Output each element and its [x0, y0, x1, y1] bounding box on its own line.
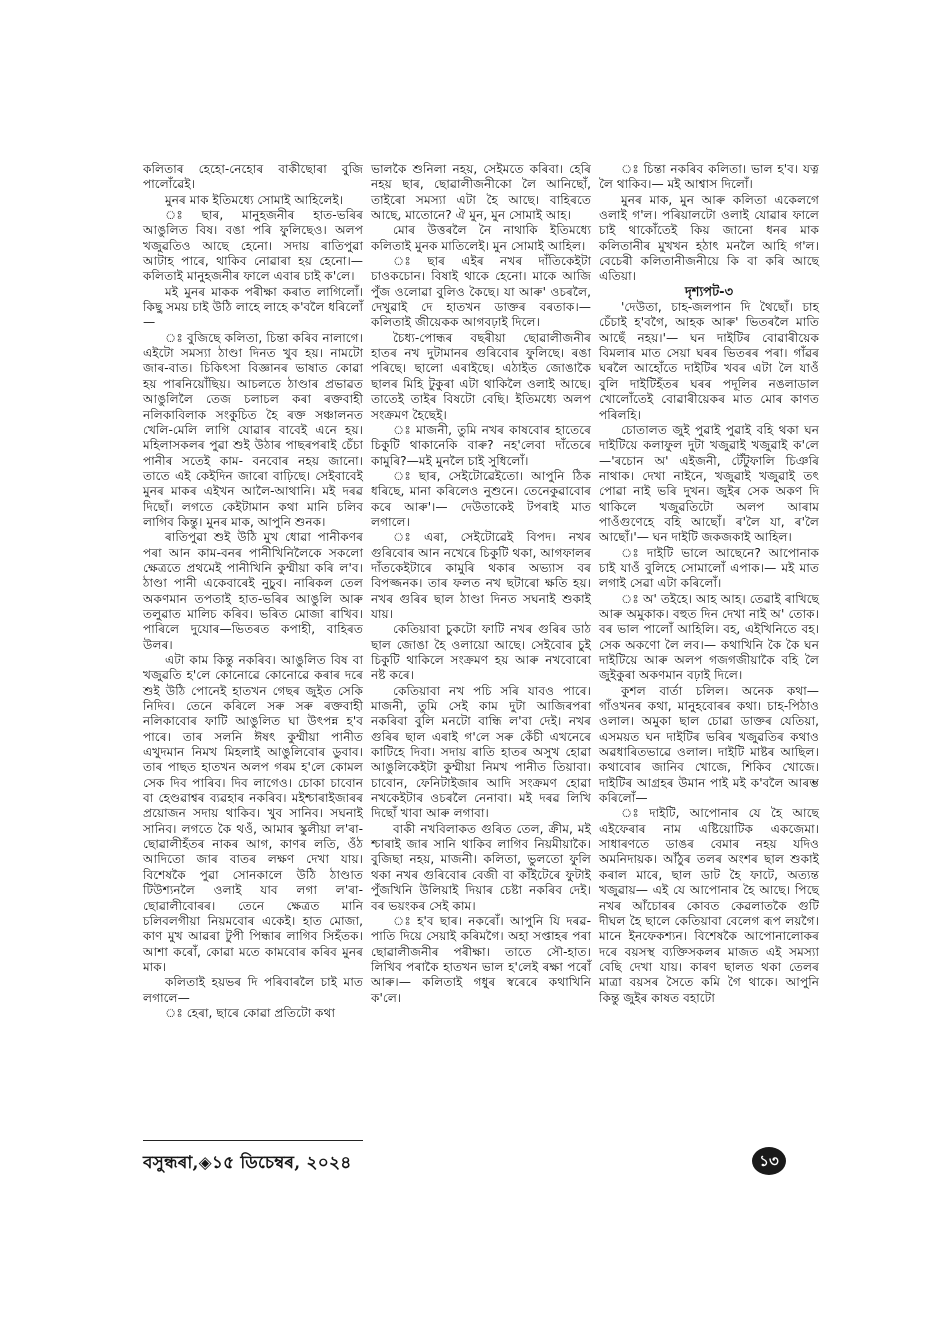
paragraph: ঃ বুজিছে কলিতা, চিন্তা কৰিব নালাগে। এইটো সমস্যা ঠাণ্ডা দিনত খুব হয়। নামটো জাৰ-বাত। চিকিৎসা বিজ্ঞানৰ ভাষাত কোৱা হয় পাৰনিয়োঁছিয়। আচলতে ঠাণ্ডাৰ প্ৰভাৱত আঙুলিলৈ তেজ চলাচল কৰা ৰক্তবাহী নলিকাবিলাক সংকুচিত হৈ ৰক্ত সঞ্চালনত খেলি-মেলি লাগি যোৱাৰ বাবেই এনে হয়। মহিলাসকলৰ পুৱা শুই উঠাৰ পাছৰপৰাই চেঁচা পানীৰ সতেই কাম- বনবোৰ নহয় জানো। তাতে এই কেইদিন জাৰো বাঢ়িছে। সেইবাবেই মুনৰ মাকৰ এইখন আলৈ-আথানি। মই দৰৱ দিছোঁ। লগতে কেইটামান কথা মানি চলিব লাগিব কিন্তু। মুনৰ মাক, আপুনি শুনক।	[143, 330, 363, 529]
footer-divider	[143, 1140, 363, 1141]
paragraph: কেতিয়াবা নখ পচি সৰি যাবও পাৰে। মাজনী, তুমি সেই কাম দুটা আজিৰপৰা নকৰিবা বুলি মনটো বান্ধি ল'বা দেই। নখৰ গুৰিৰ ছাল এৰাই গ'লে সৰু কেঁচী এখনেৰে কাটিহে দিবা। সদায় ৰাতি হাতৰ অসুখ হোৱা আঙুলিকেইটা কুম্মীয়া নিমখ পানীত তিয়াবা। চাবোন, ফেনিটাইজাৰ আদি সংক্ৰমণ হোৱা নখকেইটাৰ ওচৰলৈ নেনাবা। মই দৰৱ লিখি দিছোঁ খাবা আৰু লগাবা।	[371, 683, 591, 821]
paragraph: ঃ ছাৰ, মানুহজনীৰ হাত-ভৰিৰ আঙুলিত বিষ। বঙা পৰি ফুলিছেও। অলপ খজুৱতিও আছে হেনো। সদায় ৰাতিপুৱা আটাহ পাৰে, থাকিব নোৱাৰা হয় হেনো।— কলিতাই মানুহজনীৰ ফালে এবাৰ চাই ক'লে।	[143, 208, 363, 284]
text-column-left	[143, 162, 363, 1021]
paragraph: কলিতাই হয়ভৰ দি পৰিবাৰলৈ চাই মাত লগালে—	[143, 975, 363, 1005]
paragraph: চৈধ্য-পোন্ধৰ বছৰীয়া ছোৱালীজনীৰ হাতৰ নখ দুটামানৰ গুৰিবোৰ ফুলিছে। ৰঙা পৰিছে। ছালো এৰাইছে। এঠাইত জোঙাকৈ ছালৰ মিহি টুকুৰা এটা থাকিলৈ ওলাই আছে। তাতেই তাইৰ বিষটো বেছি। ইতিমধ্যে অলপ সংক্ৰমণ হৈছেই।	[371, 330, 591, 422]
paragraph: ৰাতিপুৱা শুই উঠি মুখ ধোৱা পানীকণৰ পৰা আন কাম-বনৰ পানীখিনিলৈকে সকলো ক্ষেত্ৰতে প্ৰথমেই পানীখিনি কুম্মীয়া কৰি ল'ব। ঠাণ্ডা পানী একেবাৰেই নুচুব। নাৰিকল তেল অকণমান তপতাই হাত-ভৰিৰ আঙুলি আৰু তলুৱাত মালিচ কৰিব। ভৰিত মোজা ৰাখিব। পাৰিলে দুযোৰ—ভিতৰত কপাহী, বাহিৰত উলৰ।	[143, 530, 363, 652]
paragraph: 'দেউতা, চাহ-জলপান দি থৈছোঁ। চাহ চেঁচাই হ'বগৈ, আহক আৰু' ভিতৰলৈ মাতি আছেঁ নহয়।'— ঘন দাইটিৰ বোৱাৰীয়েক বিমলাৰ মাত সেয়া ঘৰৰ ভিতৰৰ পৰা। গাঁৱৰ ঘৰলৈ আহোঁতে দাইটিৰ খবৰ এটা লৈ যাওঁ বুলি দাইটিহঁতৰ ঘৰৰ পদূলিৰ নঙলাডাল খোলোঁতেই বোৱাৰীয়েকৰ মাত মোৰ কাণত পৰিলহি।	[599, 300, 819, 422]
paragraph: ঃ হেৰা, ছাৰে কোৱা প্ৰতিটো কথা	[165, 1005, 336, 1020]
paragraph: মুনৰ মাক ইতিমধ্যে সোমাই আহিলেই।	[165, 192, 344, 207]
paragraph: ঃ দাইটি, আপোনাৰ যে হৈ আছে এইফেৰাৰ নাম এষ্টিয়োটিক একজেমা। সাধাৰণতে ডাঙৰ বেমাৰ নহয় যদিও অমনিদায়ক। আঁঠুৰ তলৰ অংশৰ ছাল শুকাই কৰাল মাৰে, ছাল ডাট হৈ ফাটে, অত্যন্ত খজুৱায়— এই যে আপোনাৰ হৈ আছে। পিছে নখৰ আঁচোৰৰ কোবত কেৱলাতকৈ গুটি দীঘল হৈ ছালে কেতিয়াবা বেলেগ ৰূপ লয়গৈ। মানে ইনফেকশ্যন। বিশেষকৈ আপোনালোকৰ দৰে বয়সস্থ ব্যক্তিসকলৰ মাজত এই সমস্যা বেছি দেখা যায়। কাৰণ ছালত থকা তেলৰ মাত্ৰা বয়সৰ সৈতে কমি গৈ থাকে। আপুনি কিন্তু জুইৰ কাষত বহাটো	[599, 806, 819, 1005]
paragraph: কুশল বাৰ্তা চলিল। অনেক কথা— গাঁওখনৰ কথা, মানুহবোৰৰ কথা। চাহ-পিঠাও ওলাল। অমুকা ছাল চোৱা ডাক্তৰ যেতিয়া, এসময়ত ঘন দাইটিৰ ভৰিৰ খজুৱতিৰ কথাও অৱধাৰিতভাৱে ওলাল। দাইটি মাষ্টৰ আছিল। কথাবোৰ জানিব খোজে, শিকিব খোজে। দাইটিৰ আগ্ৰহৰ উমান পাই মই ক'বলৈ আৰম্ভ কৰিলোঁ—	[599, 683, 819, 806]
paragraph: ঃ এৰা, সেইটোৱেই বিপদ। নখৰ গুৰিবোৰ আন নখেৰে চিকুটি থকা, আগফালৰ দাঁতকেইটাৰে কামুৰি থকাৰ অভ্যাস বৰ বিপজ্জনক। তাৰ ফলত নখ ছটাৰো ক্ষতি হয়। নখৰ গুৰিৰ ছাল ঠাণ্ডা দিনত সঘনাই শুকাই যায়।	[371, 530, 591, 621]
paragraph: ঃ মাজনী, তুমি নখৰ কাষবোৰ হাতেৰে চিকুটি থাকানেকি বাৰু? নহ'লেবা দাঁতেৰে কামুৰি?—মই মুনলৈ চাই সুধিলোঁ।	[371, 422, 591, 468]
paragraph: বাকী নখবিলাকত গুৰিত তেল, ক্ৰীম, মই শ্চাৰাই জাৰ সানি থাকিব লাগিব নিয়মীয়াকৈ। বুজিছা নহয়, মাজনী। কলিতা, ভুলতো ফুলি থকা নখৰ গুৰিবোৰ বেজী বা কাঁইটেৰে ফুটাই পুঁজখিনি উলিয়াই দিয়াৰ চেষ্টা নকৰিব দেই। বৰ ভয়ংকৰ সেই কাম।	[371, 821, 591, 913]
text-column-middle	[371, 162, 591, 1006]
paragraph: মই মুনৰ মাকক পৰীক্ষা কৰাত লাগিলোঁ। কিছু সময় চাই উঠি লাহে লাহে ক'বলৈ ধৰিলোঁ—	[143, 284, 363, 330]
paragraph: ঃ ছাৰ, সেইটোৱেইতো। আপুনি ঠিক ধৰিছে, মানা কৰিলেও নুশুনে। তেনেকুৱাবোৰ কৰে আৰু'।— দেউতাকেই টপৰাই মাত লগালে।	[371, 468, 591, 529]
footer-magazine-date: বসুন্ধৰা,◈১৫ ডিচেম্বৰ, ২০২৪	[143, 1153, 352, 1173]
text-column-right	[599, 162, 819, 1006]
paragraph: কলিতাৰ হেহো-নেহোৰ বাকীছোৰা বুজি পালোঁৱেই।	[143, 162, 363, 192]
paragraph: চোতালত জুই পুৱাই পুৱাই বহি থকা ঘন দাইটিয়ে কলাফুল দুটা খজুৱাই খজুৱাই ক'লে—'ৰচোন অ' এইজনী, টেঁটুফালি চিঞৰি নাথাক। দেখা নাইনে, খজুৱাই খজুৱাই তৎ পোৱা নাই ভৰি দুখন। জুইৰ সেক অকণ দি থাকিলে খজুৱতিটো অলপ আৰাম পাওঁগুণেহে বহি আছোঁ। ৰ'লৈ যা, ৰ'লৈ আছোঁ।'— ঘন দাইটি জকজকাই আহিল।	[599, 422, 819, 545]
paragraph: ঃ চিন্তা নকৰিব কলিতা। ভাল হ'ব। যত্ন লৈ থাকিব।— মই আশ্বাস দিলোঁ।	[599, 162, 819, 192]
page-number-badge: ১৩	[752, 1147, 786, 1175]
paragraph: ঃ ছাৰ এইৰ নখৰ দাঁতিকেইটা চাওকচোন। বিষাই থাকে হেনো। মাকে আজি পুঁজ ওলোৱা বুলিও কৈছে। যা আৰু' ওচৰলৈ, দেখুৱাই দে হাতখন ডাক্তৰ বৰতাক।— কলিতাই জীয়েকক আগবঢ়াই দিলে।	[371, 254, 591, 330]
paragraph: কেতিয়াবা চুকটো ফাটি নখৰ গুৰিৰ ডাঠ ছাল জোঙা হৈ ওলায়ো আছে। সেইবোৰ চুই চিকুটি থাকিলে সংক্ৰমণ হয় আৰু নখবোৰো নষ্ট কৰে।	[371, 622, 591, 683]
paragraph: ভালকৈ শুনিলা নহয়, সেইমতে কৰিবা। হেৰি নহয় ছাৰ, ছোৱালীজনীকো লৈ আনিছোঁ, তাইৰো সমস্যা এটা হৈ আছে। বাহিৰতে আছে, মাতোনে? ঐ মুন, মুন সোমাই আহ।	[371, 162, 591, 223]
paragraph: মুনৰ মাক, মুন আৰু কলিতা একেলগে ওলাই গ'ল। পৰিয়ালটো ওলাই যোৱাৰ ফালে চাই থাকোঁতেই কিয় জানো ধনৰ মাক কলিতানীৰ মুখখন হঠাৎ মনলৈ আহি গ'ল। বেচেৰী কলিতানীজনীয়ে কি বা কৰি আছে এতিয়া।	[599, 192, 819, 284]
paragraph: ঃ অ' তইহে। আহ আহ। তেৱাই ৰাখিছে আৰু অমুকাক। বহুত দিন দেখা নাই অ' তোক। বৰ ভাল পালোঁ আহিলি। বহ, এইখিনিতে বহ। সেক অকণো লৈ লব।— কথাখিনি কৈ কৈ ঘন দাইটিয়ে আৰু অলপ গজগজীয়াকৈ বহি লৈ জুইকুৰা অকণমান বঢ়াই দিলে।	[599, 591, 819, 683]
paragraph: মোৰ উত্তৰলৈ নৈ নাথাকি ইতিমধ্যে কলিতাই মুনক মাতিলেই। মুন সোমাই আহিল।	[371, 223, 591, 253]
paragraph: ঃ হ'ব ছাৰ। নকৰোঁ। আপুনি যি দৰৱ-পাতি দিয়ে সেয়াই কৰিমগৈ। অহা সপ্তাহৰ পৰা ছোৱালীজনীৰ পৰীক্ষা। তাতে সৌ-হাত। লিখিব পৰাকৈ হাতখন ভাল হ'লেই ৰক্ষা পৰোঁ আৰু।— কলিতাই গধুৰ স্বৰেৰে কথাখিনি ক'লে।	[371, 913, 591, 1005]
paragraph: এটা কাম কিন্তু নকৰিব। আঙুলিত বিষ বা খজুৱতি হ'লে কোনোৱে কোনোৱে কৰাৰ দৰে শুই উঠি পোনেই হাতখন গেছৰ জুইত সেকি নিদিব। তেনে কৰিলে সৰু সৰু ৰক্তবাহী নলিকাবোৰ ফাটি আঙুলিত ঘা উৎপন্ন হ'ব পাৰে। তাৰ সলনি ঈষৎ কুম্মীয়া পানীত এখুদমান নিমখ মিহলাই আঙুলিবোৰ ডুবাব। তাৰ পাছত হাতখন অলপ গৰম হ'লে কোমল সেক দিব পাৰিব। দিব লাগেও। চোকা চাবোন বা হেণ্ডৱাশ্বৰ ব্যৱহাৰ নকৰিব। মইশ্চাৰাইজাৰৰ প্ৰয়োজন সদায় থাকিব। খুব সানিব। সঘনাই সানিব। লগতে কৈ থওঁ, আমাৰ স্কুলীয়া ল'ৰা-ছোৱালীহঁতৰ নাকৰ আগ, কাণৰ লতি, ওঁঠ আদিতো জাৰ বাতৰ লক্ষণ দেখা যায়। বিশেষকৈ পুৱা সোনকালে উঠি ঠাণ্ডাত টিউশ্যনলৈ ওলাই যাব লগা ল'ৰা-ছোৱালীবোৰৰ। তেনে ক্ষেত্ৰত মানি চলিবলগীয়া নিয়মবোৰ একেই। হাত মোজা, কাণ মুখ আৱৰা টুপী পিন্ধাৰ লাগিব সিহঁতক। আশা কৰোঁ, কোৱা মতে কামবোৰ কৰিব মুনৰ মাক।	[143, 653, 363, 974]
scene-heading: দৃশ্যপট-৩	[684, 284, 734, 300]
paragraph: ঃ দাইটি ভালে আছেনে? আপোনাক চাই যাওঁ বুলিহে সোমালোঁ এপাক।— মই মাত লগাই সেৱা এটা কৰিলোঁ।	[599, 545, 819, 591]
